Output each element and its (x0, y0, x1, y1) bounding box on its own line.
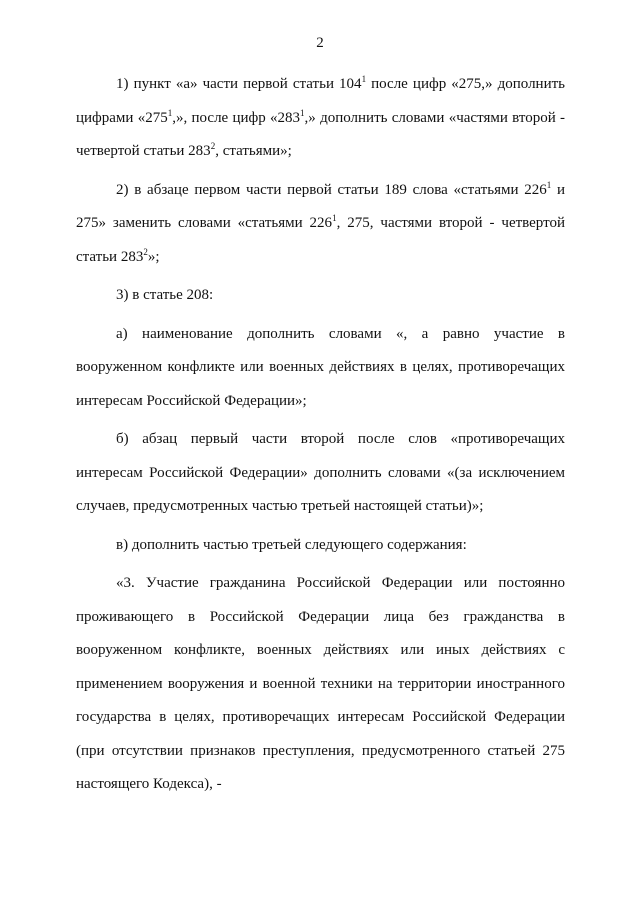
paragraph-7: «3. Участие гражданина Российской Федерации или постоянно проживающего в Российской Федерации лица без гражданства в вооруженном конфликте, военных действиях или иных действиях с применением вооружения и военной техники на территории иностранного государства в целях, противоречащих интересам Российской Федерации (при отсутствии признаков преступления, предусмотренного статьей 275 настоящего Кодекса), - (76, 575, 565, 792)
p2-text-a: 2) в абзаце первом части первой статьи 189 слова «статьями 226 (116, 181, 547, 198)
p1-text-d: ,» дополнить словами «частями второй - четвертой статьи 283 (76, 109, 566, 159)
p2-sup-b: 1 (332, 213, 337, 223)
paragraph-6: в) дополнить частью третьей следующего содержания: (116, 536, 467, 553)
p1-sup-c: 1 (300, 107, 305, 118)
p1-text-b: после цифр «275,» дополнить цифрами «275 (76, 76, 566, 126)
paragraph-4: а) наименование дополнить словами «, а равно участие в вооруженном конфликте или военных действиях в целях, противоречащих интересам Российской Федерации»; (76, 325, 565, 409)
p2-text-c: , 275, частями второй - четвертой статьи 283 (76, 215, 565, 265)
p1-text-a: 1) пункт «а» части первой статьи 104 (116, 76, 362, 92)
p1-text-e: , статьями»; (215, 143, 292, 159)
paragraph-5: б) абзац первый части второй после слов «противоречащих интересам Российской Федерации» дополнить словами «(за исключением случаев, предусмотренных частью третьей настоящей статьи)»; (76, 431, 565, 514)
p1-sup-a: 1 (361, 74, 367, 84)
paragraph-1 (76, 68, 565, 169)
paragraph-2 (76, 174, 565, 275)
p2-sup-c: 2 (143, 246, 148, 257)
p1-sup-d: 2 (210, 141, 216, 151)
p1-text-c: ,», после цифр «283 (172, 109, 301, 126)
page-number: 2 (316, 35, 324, 51)
paragraph-3: 3) в статье 208: (116, 287, 214, 303)
p1-sup-b: 1 (167, 107, 173, 118)
p2-text-d: »; (147, 248, 160, 265)
p2-text-b: и 275» заменить словами «статьями 226 (76, 181, 565, 231)
document-body (76, 68, 565, 802)
p2-sup-a: 1 (546, 179, 552, 190)
